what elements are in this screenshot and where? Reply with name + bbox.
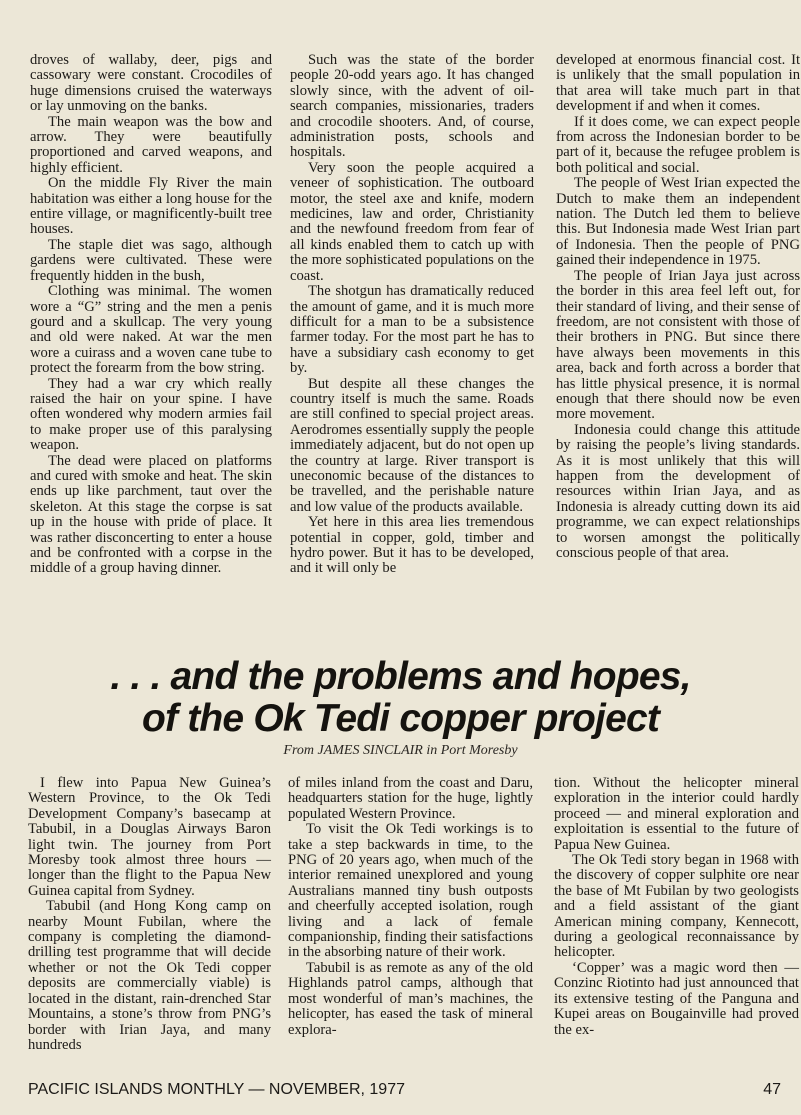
paragraph: Tabubil (and Hong Kong camp on nearby Mount Fubilan, where the company is completing the diamond-drilling test programme that will decide whether or not the Ok Tedi copper deposits are commercially viable) is located in the distant, rain-drenched Star Mountains, a stone’s throw from PNG’s border with Irian Jaya, and many hundreds (28, 898, 271, 1053)
headline-line-1: . . . and the problems and hopes, (110, 655, 691, 698)
byline: From JAMES SINCLAIR in Port Moresby (283, 743, 518, 758)
paragraph: The people of Irian Jaya just across the border in this area feel left out, for their standard of living, and their sense of freedom, are not consistent with those of their brothers in PNG. But since there have always been movements in this area, back and forth across a border that has little physical presence, it is normal enough that there should now be even more movement. (556, 267, 800, 423)
paragraph: developed at enormous financial cost. It is unlikely that the small population in that area will take much part in that development if and when it comes. (556, 52, 800, 115)
article-column-2 (290, 53, 534, 577)
paragraph: On the middle Fly River the main habitation was either a long house for the entire village, or magnificently-built tree houses. (30, 175, 272, 238)
publication-line: PACIFIC ISLANDS MONTHLY — NOVEMBER, 1977 (28, 1081, 405, 1098)
paragraph: tion. Without the helicopter mineral exploration in the interior could hardly proceed — and mineral exploration and exploitation is essential to the future of Papua New Guinea. (554, 775, 799, 853)
paragraph: The main weapon was the bow and arrow. They were beautifully proportioned and carved weapons, and highly efficient. (30, 113, 272, 176)
paragraph: The Ok Tedi story began in 1968 with the discovery of copper sulphite ore near the base of Mt Fubilan by two geologists and a field assistant of the giant American mining company, Kennecott, during a geological reconnaissance by helicopter. (554, 852, 799, 961)
paragraph: of miles inland from the coast and Daru, headquarters station for the huge, lightly populated Western Province. (288, 775, 533, 822)
paragraph: droves of wallaby, deer, pigs and cassowary were constant. Crocodiles of huge dimensions cruised the waterways or lay unmoving on the banks. (30, 52, 272, 115)
article-column-6 (554, 776, 799, 1038)
paragraph: The people of West Irian expected the Dutch to make them an independent nation. The Dutch led them to believe this. But Indonesia made West Irian part of Indonesia. Then the people of PNG gained their independence in 1975. (556, 175, 800, 269)
article-column-3 (556, 53, 800, 561)
paragraph: I flew into Papua New Guinea’s Western Province, to the Ok Tedi Development Company’s basecamp at Tabubil, in a Douglas Airways Baron light twin. The journey from Port Moresby took almost three hours — longer than the flight to the Papua New Guinea capital from Sydney. (28, 775, 271, 899)
paragraph: They had a war cry which really raised the hair on your spine. I have often wondered why modern armies fail to make proper use of this paralysing weapon. (30, 375, 272, 454)
page-number: 47 (763, 1081, 781, 1098)
paragraph: The shotgun has dramatically reduced the amount of game, and it is much more difficult for a man to be a subsistence farmer today. For the most part he has to have a subsidiary cash economy to get by. (290, 283, 534, 377)
paragraph: To visit the Ok Tedi workings is to take a step backwards in time, to the PNG of 20 years ago, when much of the interior remained unexplored and young Australians manned tiny bush outposts and cheerfully accepted isolation, rough living and a lack of female companionship, finding their satisfactions in the absorbing nature of their work. (288, 821, 533, 961)
headline-line-2: of the Ok Tedi copper project (141, 697, 660, 740)
article-column-1 (30, 53, 272, 577)
paragraph: Tabubil is as remote as any of the old Highlands patrol camps, although that most wonderful of man’s machines, the helicopter, has eased the task of mineral explora- (288, 959, 533, 1038)
article-column-4 (28, 776, 271, 1053)
paragraph: The staple diet was sago, although gardens were cultivated. These were frequently hidden in the bush, (30, 236, 272, 284)
paragraph: Very soon the people acquired a veneer of sophistication. The outboard motor, the steel axe and knife, modern medicines, law and order, Christianity and the newfound freedom from fear of all kinds enabled them to catch up with the more sophisticated populations on the coast. (290, 159, 534, 284)
paragraph: Such was the state of the border people 20-odd years ago. It has changed slowly since, with the advent of oil-search companies, missionaries, traders and crocodile shooters. And, of course, administration posts, schools and hospitals. (290, 52, 534, 161)
paragraph: Yet here in this area lies tremendous potential in copper, gold, timber and hydro power. But it has to be developed, and it will only be (290, 514, 534, 577)
paragraph: If it does come, we can expect people from across the Indonesian border to be part of it, because the refugee problem is both political and social. (556, 113, 800, 176)
article-column-5 (288, 776, 533, 1038)
paragraph: But despite all these changes the country itself is much the same. Roads are still confined to special project areas. Aerodromes essentially supply the people immediately adjacent, but do not open up the country at large. River transport is uneconomic because of the distances to be travelled, and the perishable nature and low value of the products available. (290, 375, 534, 515)
paragraph: Indonesia could change this attitude by raising the people’s living standards. As it is most unlikely that this will happen from the development of resources within Irian Jaya, and as Indonesia is already cutting down its aid programme, we can expect relationships to worsen amongst the politically conscious people of that area. (556, 421, 800, 561)
paragraph: The dead were placed on platforms and cured with smoke and heat. The skin ends up like parchment, taut over the skeleton. At this stage the corpse is sat up in the house with pride of place. It was rather disconcerting to enter a house and be confronted with a corpse in the middle of a group having dinner. (30, 452, 272, 577)
paragraph: ‘Copper’ was a magic word then — Conzinc Riotinto had just announced that its extensive testing of the Panguna and Kupei areas on Bougainville had proved the ex- (554, 959, 799, 1038)
paragraph: Clothing was minimal. The women wore a “G” string and the men a penis gourd and a skullcap. The very young and old were naked. At war the men wore a cuirass and a woven cane tube to protect the forearm from the bow string. (30, 283, 272, 377)
